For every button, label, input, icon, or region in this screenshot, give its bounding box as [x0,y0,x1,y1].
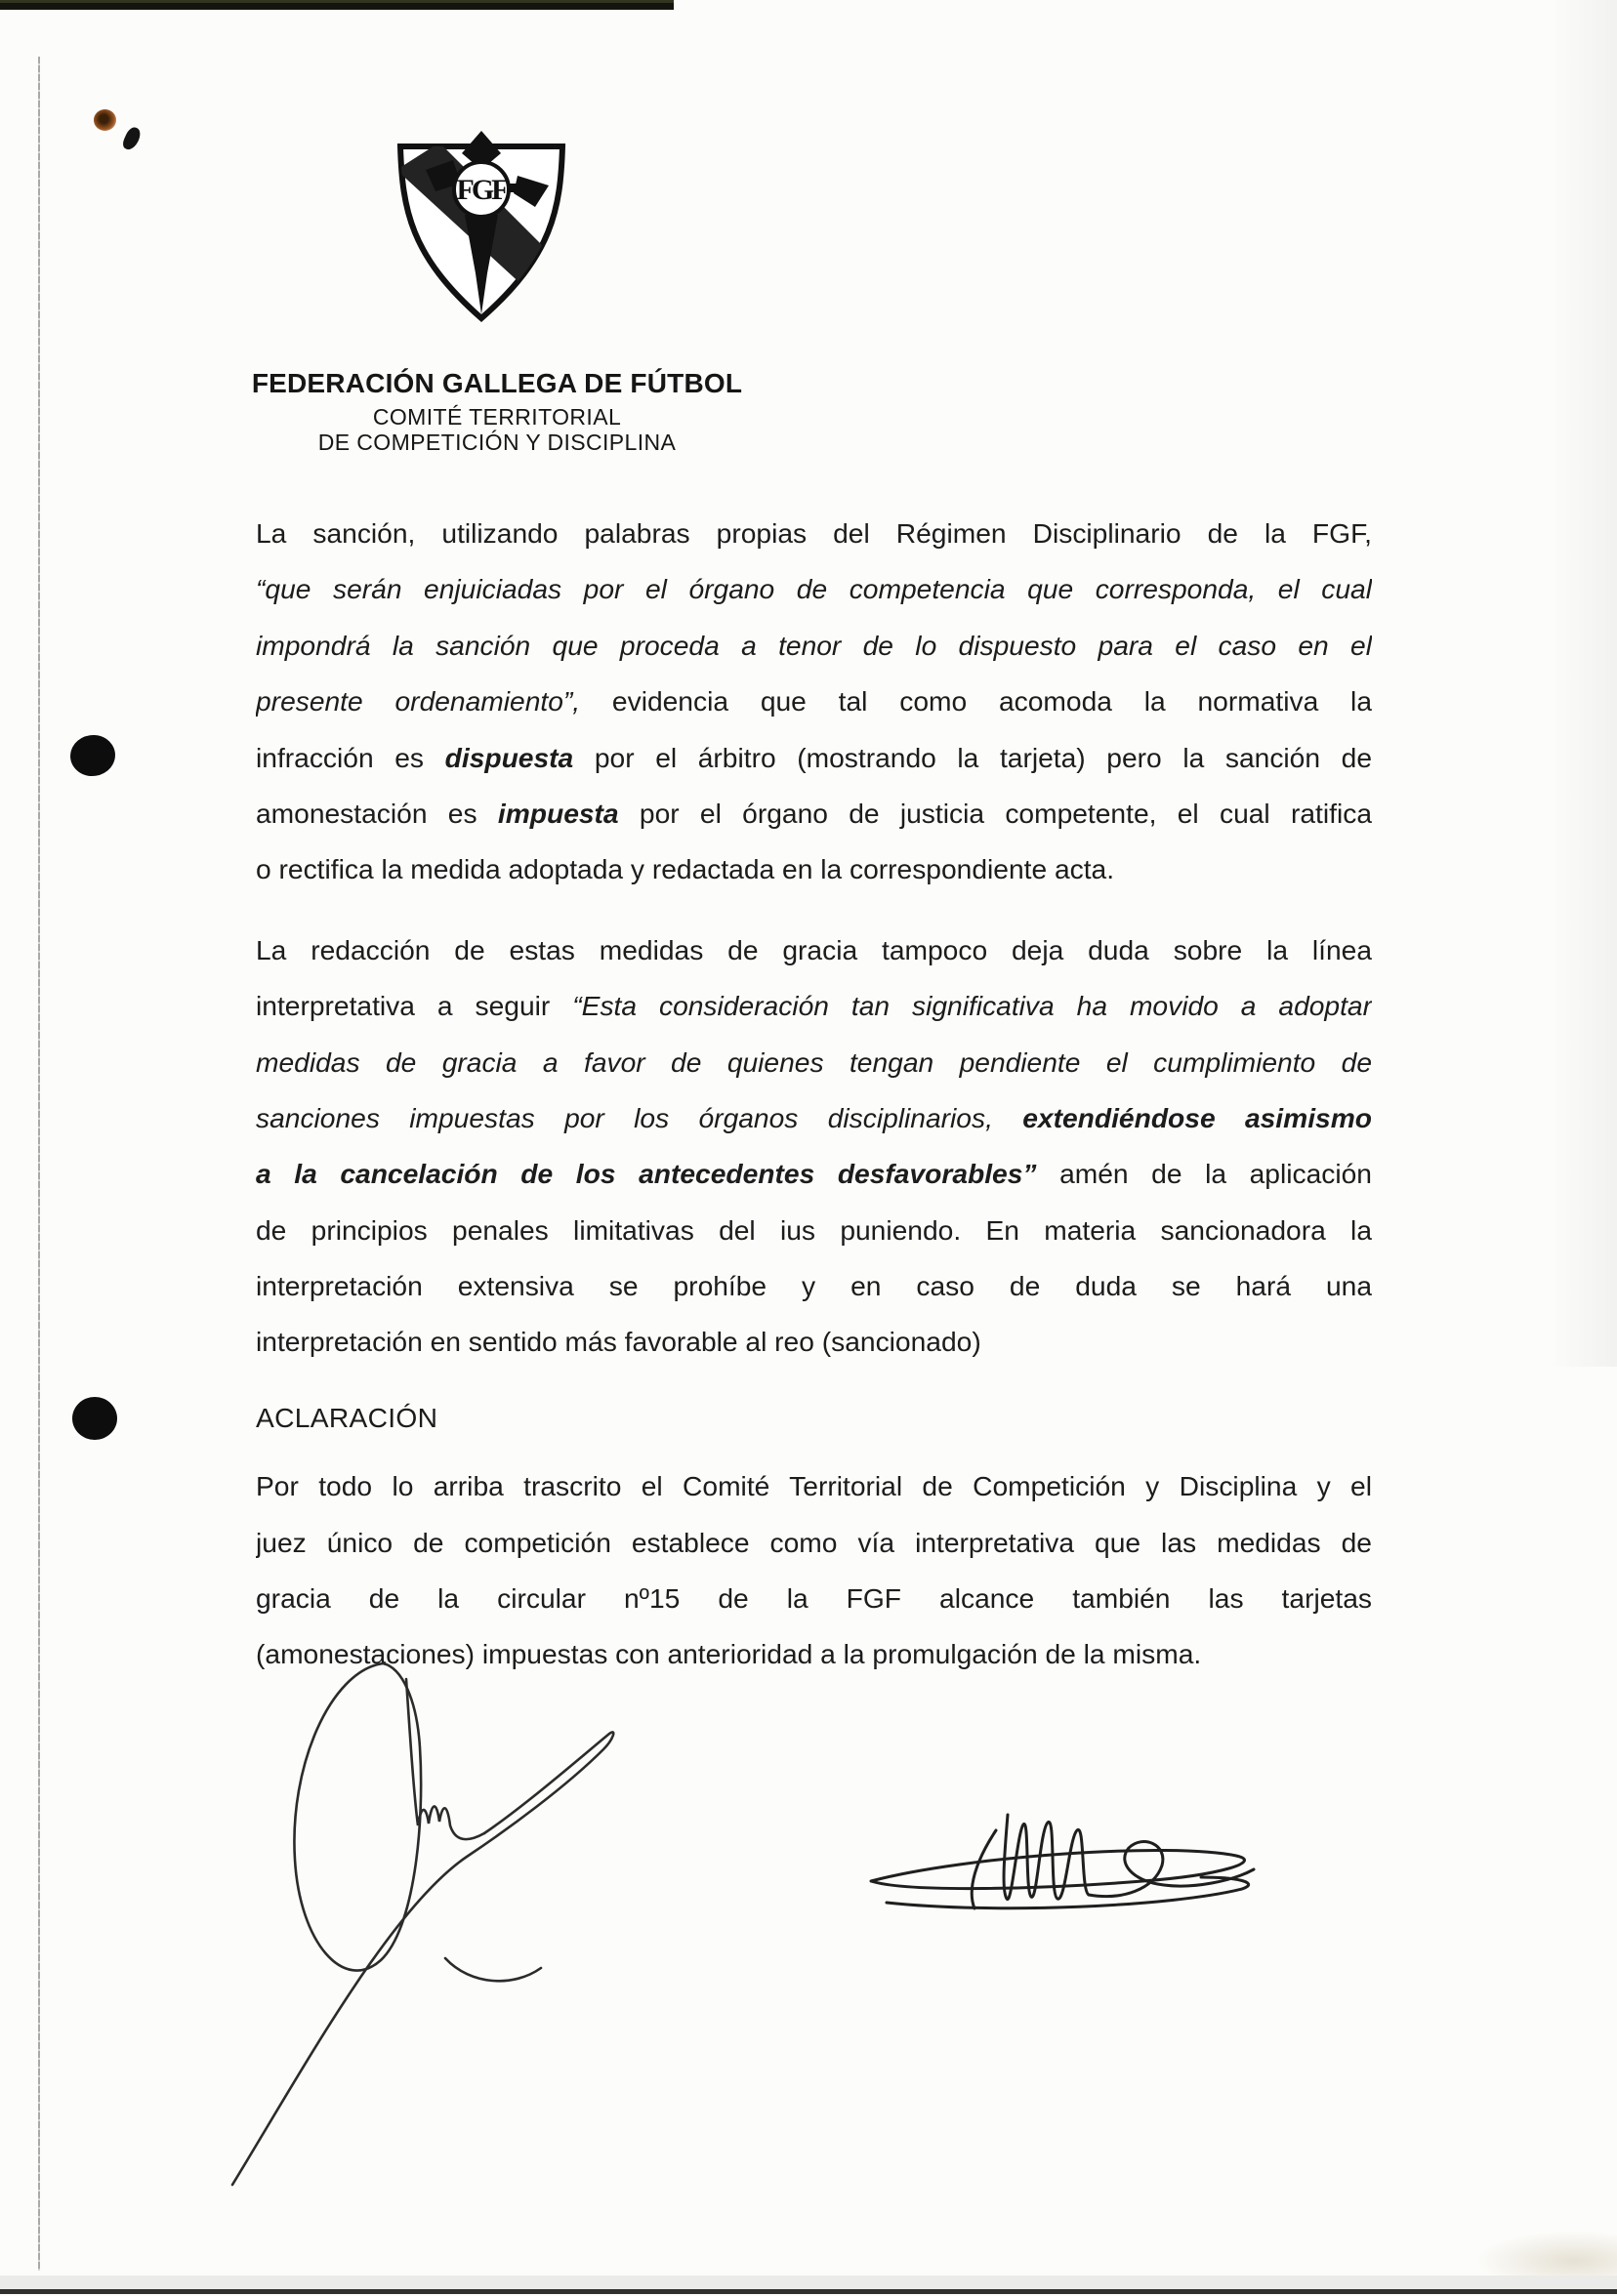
text-segment: sanciones impuestas por los órganos disciplinarios, [256,1101,1023,1133]
text-segment: interpretación extensiva se prohíbe y en caso de duda se hará una [256,1270,1372,1302]
text-segment: (amonestaciones) impuestas con anterioridad a la promulgación de la misma. [256,1638,1202,1670]
text-segment: impuesta [497,797,619,829]
signature-right [850,1772,1279,1938]
text-segment: Por todo lo arriba trascrito el Comité Territorial de Competición y Disciplina y el [256,1470,1372,1502]
scan-top-bar [0,0,674,10]
text-line [256,978,1372,1034]
text-line [256,506,1372,561]
text-segment: interpretación en sentido más favorable al reo (sancionado) [256,1326,981,1358]
paragraph [256,922,1372,1371]
corner-smudge [1474,2231,1617,2281]
text-line [256,841,1372,897]
hole-punch-dot [72,1397,117,1440]
scan-top-bar-tint [0,0,674,3]
text-segment: “que serán enjuiciadas por el órgano de competencia que corresponda, el cual [256,573,1372,605]
text-segment: presente ordenamiento”, [256,685,581,718]
monogram-text: FGF [456,174,507,206]
letterhead [194,368,800,455]
text-segment: gracia de la circular nº15 de la FGF alcance también las tarjetas [256,1582,1372,1615]
scan-left-edge-line [38,57,40,2271]
scan-bottom-line [0,2289,1617,2294]
text-segment: “Esta consideración tan significativa ha movido a adoptar [572,990,1372,1022]
text-segment: interpretativa a seguir [256,990,573,1022]
text-segment: a la cancelación de los antecedentes desfavorables” [256,1158,1037,1190]
text-segment: de principios penales limitativas del ius puniendo. En materia sancionadora la [256,1213,1372,1246]
signature-left [215,1650,781,2206]
fgf-crest-logo [389,127,574,327]
section-heading: ACLARACIÓN [256,1401,438,1433]
text-segment: por el órgano de justicia competente, el cual ratifica [618,797,1372,829]
text-line [256,1146,1372,1202]
committee-line-2: DE COMPETICIÓN Y DISCIPLINA [317,430,677,455]
text-line [256,1314,1372,1370]
rust-stain [94,109,116,131]
text-line [256,618,1372,674]
text-segment: impondrá la sanción que proceda a tenor de lo dispuesto para el caso en el [256,629,1372,661]
hole-punch-dot [67,732,117,779]
text-line [256,1458,1372,1514]
org-name: FEDERACIÓN GALLEGA DE FÚTBOL [251,368,743,398]
text-line [256,1203,1372,1258]
text-line [256,1571,1372,1626]
text-line [256,561,1372,617]
text-segment: infracción es [256,741,445,773]
text-line [256,922,1372,978]
text-line [256,674,1372,729]
text-segment: evidencia que tal como acomoda la normativa la [580,685,1372,718]
text-line [256,786,1372,841]
ink-blob [121,125,144,152]
document-text [256,506,1372,1683]
scan-right-edge-shadow [1549,0,1617,1367]
text-segment: amonestación es [256,797,498,829]
text-line [256,1515,1372,1571]
text-line [256,1258,1372,1314]
text-line [256,1090,1372,1146]
text-segment: por el árbitro (mostrando la tarjeta) pero la sanción de [573,741,1372,773]
paragraph [256,506,1372,898]
text-segment: medidas de gracia a favor de quienes tengan pendiente el cumplimiento de [256,1046,1372,1078]
text-segment: La sanción, utilizando palabras propias del Régimen Disciplinario de la FGF, [256,517,1372,549]
committee-line-1: COMITÉ TERRITORIAL [372,404,622,430]
text-segment: extendiéndose asimismo [1022,1101,1372,1133]
text-line [256,1035,1372,1090]
text-line [256,730,1372,786]
text-segment: dispuesta [444,741,574,773]
text-segment: juez único de competición establece como vía interpretativa que las medidas de [256,1526,1372,1558]
text-segment: amén de la aplicación [1036,1158,1372,1190]
text-segment: o rectifica la medida adoptada y redactada en la correspondiente acta. [256,853,1115,885]
text-segment: La redacción de estas medidas de gracia tampoco deja duda sobre la línea [256,933,1372,965]
